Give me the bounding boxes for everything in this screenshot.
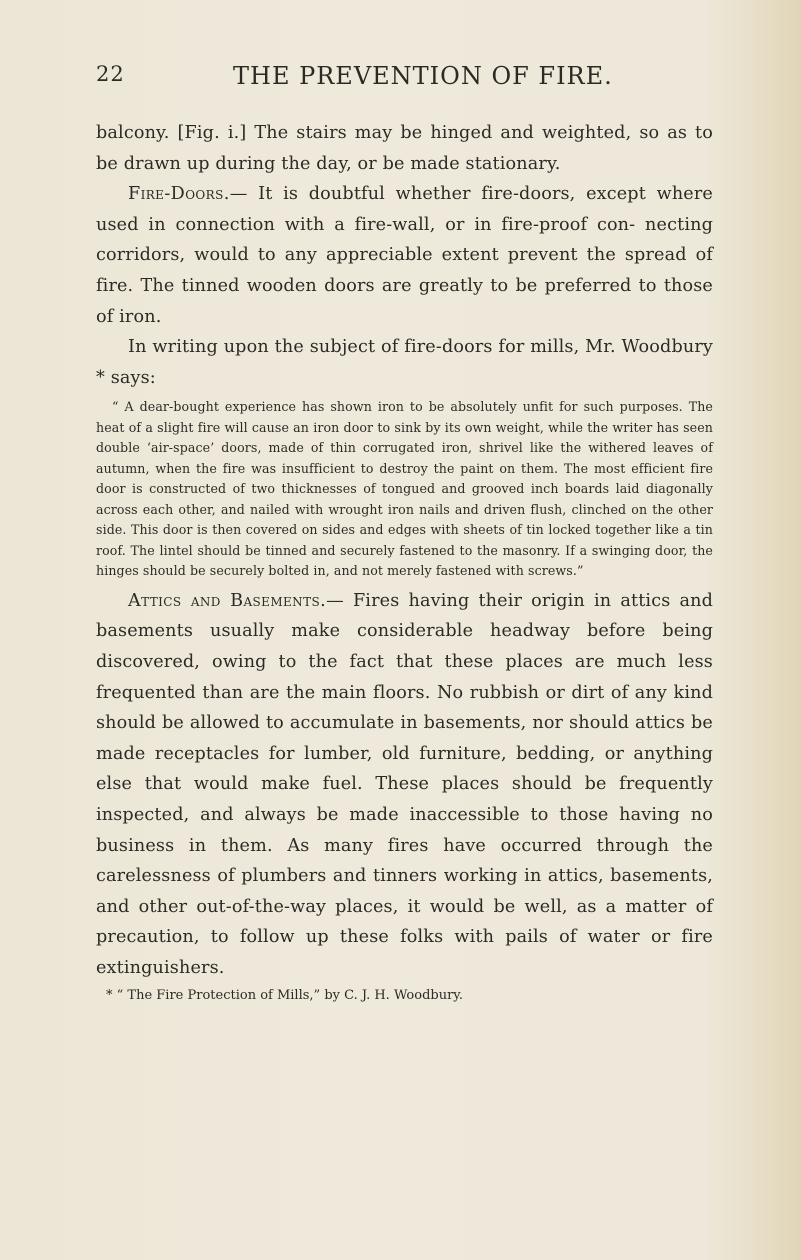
- paragraph-attics-basements-text: — Fires having their origin in attics and basements usually make considerable headway before being discovered, owing to the fact that these places are much less frequented than are the main floors. No rubbish or dirt of any kind should be allowed to accumulate in basements, nor should attics be made receptacles for lumber, old furniture, bedding, or anything else that would make fuel. These places should be frequently inspected, and always be made inaccessible to those having no business in them. As many fires have occurred through the carelessness of plumbers and tinners working in attics, basements, and other out-of-the-way places, it would be well, as a matter of precaution, to follow up these folks with pails of water or fire extinguishers.: [96, 590, 714, 978]
- block-quote: “ A dear-bought experience has shown iron to be absolutely unfit for such purposes. The heat of a slight fire will cause an iron door to sink by its own weight, while the writer has seen double ‘air-space’ doors, made of thin corrugated iron, shrivel like the withered leaves of autumn, when the fire was insufficient to destroy the paint on them. The most efficient fire door is constructed of two thicknesses of tongued and grooved inch boards laid diagonally across each other, and nailed with wrought iron nails and driven flush, clinched on the other side. This door is then covered on sides and edges with sheets of tin locked together like a tin roof. The lintel should be tinned and securely fastened to the masonry. If a swinging door, the hinges should be securely bolted in, and not merely fastened with screws.”: [96, 399, 713, 579]
- paragraph-woodbury-intro: In writing upon the subject of fire-doors for mills, Mr. Woodbury * says:: [96, 337, 713, 388]
- paragraph-attics-basements: [96, 586, 713, 984]
- footnote: * “ The Fire Protection of Mills,” by C. J. H. Woodbury.: [106, 987, 464, 1003]
- section-heading-attics-basements: Attics and Basements.: [128, 590, 327, 611]
- paragraph-fire-doors: [96, 179, 713, 332]
- page-header: [96, 62, 716, 96]
- running-head: THE PREVENTION OF FIRE.: [233, 62, 613, 90]
- paragraph-fire-doors-text: — It is doubtful whether fire-doors, except where used in connection with a fire-wall, or in fire-proof con- necting corridors, would to any appreciable extent prevent the spread of fire. The tinned wooden doors are greatly to be preferred to those of iron.: [96, 184, 713, 327]
- page-number: 22: [96, 62, 125, 86]
- paragraph-balcony: balcony. [Fig. i.] The stairs may be hinged and weighted, so as to be drawn up during the day, or be made stationary.: [96, 123, 713, 174]
- page-body: [96, 118, 713, 1006]
- section-heading-fire-doors: Fire-Doors.: [128, 184, 230, 205]
